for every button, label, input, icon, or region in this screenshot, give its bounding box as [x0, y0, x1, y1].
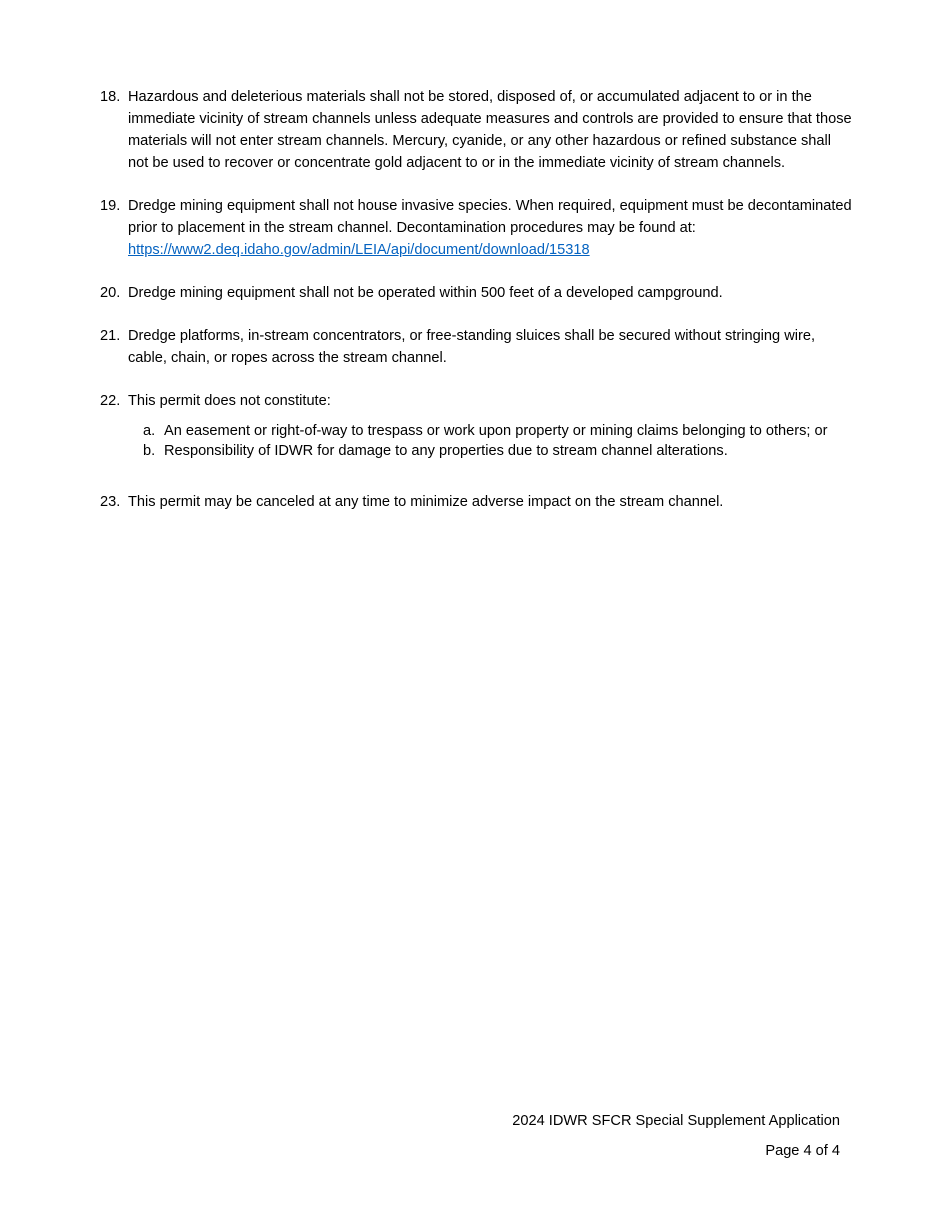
sub-item-letter: b.: [143, 442, 156, 459]
item-number: 21.: [100, 328, 121, 344]
item-number: 23.: [100, 494, 121, 510]
list-item-18: [100, 86, 855, 174]
list-item-22: [100, 390, 855, 461]
list-item-21: [100, 325, 855, 369]
document-body: [100, 86, 855, 513]
item-number: 18.: [100, 89, 121, 105]
sub-list-item-a: [143, 422, 855, 442]
list-item-19: [100, 195, 855, 261]
item-text: Hazardous and deleterious materials shall not be stored, disposed of, or accumulated adjacent to or in the immediate vicinity of stream channels unless adequate measures and controls are provided to ensure that those materials will not enter stream channels. Mercury, cyanide, or any other hazardous or refined substance shall not be used to recover or concentrate gold adjacent to or in the immediate vicinity of stream channels.: [128, 89, 852, 171]
footer-page-number: Page 4 of 4: [765, 1143, 840, 1159]
item-text: Dredge mining equipment shall not house invasive species. When required, equipment must be decontaminated prior to placement in the stream channel. Decontamination procedures may be found at:: [128, 198, 852, 236]
item-number: 20.: [100, 285, 121, 301]
item-number: 22.: [100, 393, 121, 409]
sub-item-text: Responsibility of IDWR for damage to any properties due to stream channel alterations.: [164, 442, 728, 459]
list-item-23: [100, 491, 855, 513]
item-text: This permit does not constitute:: [128, 393, 331, 409]
item-text: Dredge platforms, in-stream concentrators, or free-standing sluices shall be secured without stringing wire, cable, chain, or ropes across the stream channel.: [128, 328, 816, 366]
sub-item-text: An easement or right-of-way to trespass or work upon property or mining claims belonging to others; or: [164, 423, 828, 439]
footer-document-title: 2024 IDWR SFCR Special Supplement Application: [512, 1113, 840, 1129]
item-number: 19.: [100, 198, 121, 214]
sub-item-letter: a.: [143, 423, 156, 439]
decontamination-link[interactable]: https://www2.deq.idaho.gov/admin/LEIA/api/document/download/15318: [128, 242, 590, 258]
item-text: Dredge mining equipment shall not be operated within 500 feet of a developed campground.: [128, 285, 723, 301]
sub-list-item-b: [143, 442, 855, 462]
list-item-20: [100, 282, 855, 304]
sub-list: [128, 422, 855, 461]
item-text: This permit may be canceled at any time to minimize adverse impact on the stream channel.: [128, 494, 724, 510]
